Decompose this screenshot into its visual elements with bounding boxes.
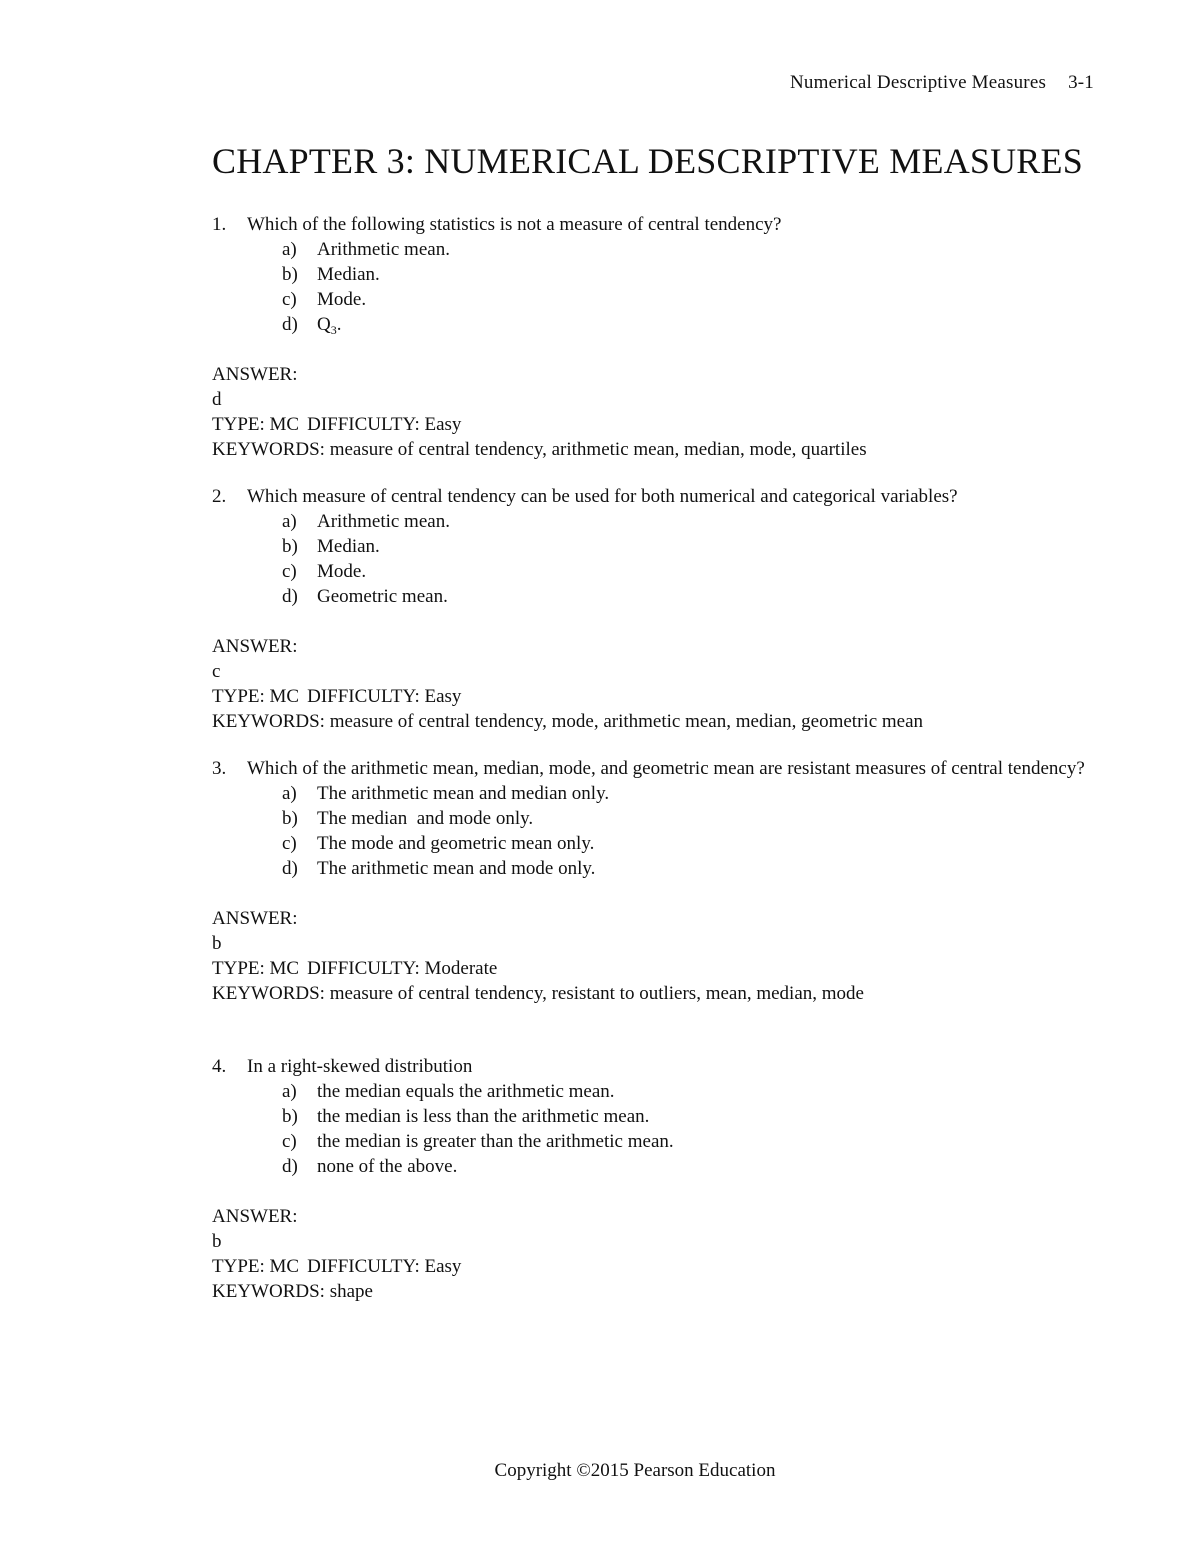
option-text: Mode. <box>317 289 367 310</box>
option-text: Arithmetic mean. <box>317 239 450 260</box>
option-text: Median. <box>317 536 380 557</box>
option-suffix: . <box>336 314 342 335</box>
question-number: 4. <box>212 1056 227 1077</box>
option-d <box>212 312 1092 337</box>
chapter-title: CHAPTER 3: NUMERICAL DESCRIPTIVE MEASURES <box>212 141 1083 181</box>
option-text: Geometric mean. <box>317 586 448 607</box>
option-letter: d) <box>282 1156 298 1177</box>
keywords-line <box>212 437 1092 462</box>
type-line <box>212 1254 1092 1279</box>
answer-block <box>212 1204 1092 1304</box>
option-letter: c) <box>282 561 297 582</box>
option-letter: d) <box>282 314 298 335</box>
type-label: TYPE: MC <box>212 686 300 707</box>
option-letter: b) <box>282 1106 298 1127</box>
question-text: Which of the following statistics is not a measure of central tendency? <box>247 214 782 235</box>
option-text: Q <box>317 314 331 335</box>
answer-label: ANSWER: <box>212 636 298 657</box>
type-label: TYPE: MC <box>212 958 300 979</box>
option-text: The mode and geometric mean only. <box>317 833 595 854</box>
option-c <box>212 831 1092 856</box>
running-header-title: Numerical Descriptive Measures <box>789 72 1047 93</box>
question-text: In a right-skewed distribution <box>247 1056 473 1077</box>
difficulty-label: DIFFICULTY: Easy <box>307 414 462 435</box>
option-letter: a) <box>282 783 297 804</box>
option-c <box>212 1129 1092 1154</box>
option-a <box>212 509 1092 534</box>
type-line <box>212 412 1092 437</box>
keywords-line <box>212 1279 1092 1304</box>
option-a <box>212 237 1092 262</box>
option-d <box>212 584 1092 609</box>
option-letter: b) <box>282 264 298 285</box>
keywords-label: KEYWORDS: <box>212 1281 325 1302</box>
question-4 <box>212 1054 1092 1304</box>
question-stem <box>212 756 1092 781</box>
option-text: Arithmetic mean. <box>317 511 450 532</box>
question-stem <box>212 484 1092 509</box>
question-stem <box>212 1054 1092 1079</box>
difficulty-label: DIFFICULTY: Moderate <box>307 958 498 979</box>
option-text: the median is less than the arithmetic mean. <box>317 1106 650 1127</box>
option-text: Median. <box>317 264 380 285</box>
keywords-label: KEYWORDS: <box>212 711 325 732</box>
keywords-text: shape <box>329 1281 373 1302</box>
question-number: 1. <box>212 214 227 235</box>
answer-label: ANSWER: <box>212 364 298 385</box>
question-2 <box>212 484 1092 734</box>
page-number: 3-1 <box>1068 72 1094 93</box>
option-list <box>212 1079 1092 1179</box>
option-letter: c) <box>282 833 297 854</box>
option-letter: a) <box>282 1081 297 1102</box>
option-b <box>212 1104 1092 1129</box>
answer-label: ANSWER: <box>212 1206 298 1227</box>
answer-value: c <box>212 661 221 682</box>
option-d <box>212 1154 1092 1179</box>
option-text: The arithmetic mean and mode only. <box>317 858 596 879</box>
question-stem <box>212 212 1092 237</box>
answer-block <box>212 634 1092 734</box>
answer-block <box>212 362 1092 462</box>
keywords-text: measure of central tendency, arithmetic mean, median, mode, quartiles <box>329 439 867 460</box>
copyright-footer: Copyright ©2015 Pearson Education <box>494 1460 776 1481</box>
keywords-label: KEYWORDS: <box>212 439 325 460</box>
option-text: The median and mode only. <box>317 808 534 829</box>
option-subscript: 3 <box>330 323 337 337</box>
option-b <box>212 806 1092 831</box>
question-text: Which of the arithmetic mean, median, mode, and geometric mean are resistant measures of central tendency? <box>247 758 1085 779</box>
keywords-label: KEYWORDS: <box>212 983 325 1004</box>
answer-value: d <box>212 389 222 410</box>
option-letter: b) <box>282 808 298 829</box>
option-list <box>212 237 1092 337</box>
option-letter: a) <box>282 511 297 532</box>
question-1 <box>212 212 1092 462</box>
type-label: TYPE: MC <box>212 414 300 435</box>
option-text: The arithmetic mean and median only. <box>317 783 610 804</box>
option-a <box>212 1079 1092 1104</box>
keywords-text: measure of central tendency, resistant to outliers, mean, median, mode <box>329 983 864 1004</box>
answer-value: b <box>212 1231 222 1252</box>
option-text: none of the above. <box>317 1156 458 1177</box>
option-b <box>212 262 1092 287</box>
option-a <box>212 781 1092 806</box>
difficulty-label: DIFFICULTY: Easy <box>307 1256 462 1277</box>
answer-block <box>212 906 1092 1006</box>
keywords-line <box>212 981 1092 1006</box>
option-list <box>212 781 1092 881</box>
question-number: 2. <box>212 486 227 507</box>
option-letter: a) <box>282 239 297 260</box>
answer-label: ANSWER: <box>212 908 298 929</box>
question-3 <box>212 756 1092 1006</box>
option-text: the median equals the arithmetic mean. <box>317 1081 615 1102</box>
option-text: Mode. <box>317 561 367 582</box>
question-text: Which measure of central tendency can be used for both numerical and categorical variables? <box>247 486 958 507</box>
keywords-line <box>212 709 1092 734</box>
option-text: the median is greater than the arithmetic mean. <box>317 1131 674 1152</box>
type-line <box>212 684 1092 709</box>
option-d <box>212 856 1092 881</box>
type-line <box>212 956 1092 981</box>
question-number: 3. <box>212 758 227 779</box>
option-letter: d) <box>282 586 298 607</box>
difficulty-label: DIFFICULTY: Easy <box>307 686 462 707</box>
option-b <box>212 534 1092 559</box>
option-letter: d) <box>282 858 298 879</box>
type-label: TYPE: MC <box>212 1256 300 1277</box>
option-c <box>212 287 1092 312</box>
option-letter: c) <box>282 289 297 310</box>
option-letter: b) <box>282 536 298 557</box>
running-header <box>790 72 1094 94</box>
option-c <box>212 559 1092 584</box>
option-letter: c) <box>282 1131 297 1152</box>
option-list <box>212 509 1092 609</box>
answer-value: b <box>212 933 222 954</box>
keywords-text: measure of central tendency, mode, arithmetic mean, median, geometric mean <box>329 711 924 732</box>
